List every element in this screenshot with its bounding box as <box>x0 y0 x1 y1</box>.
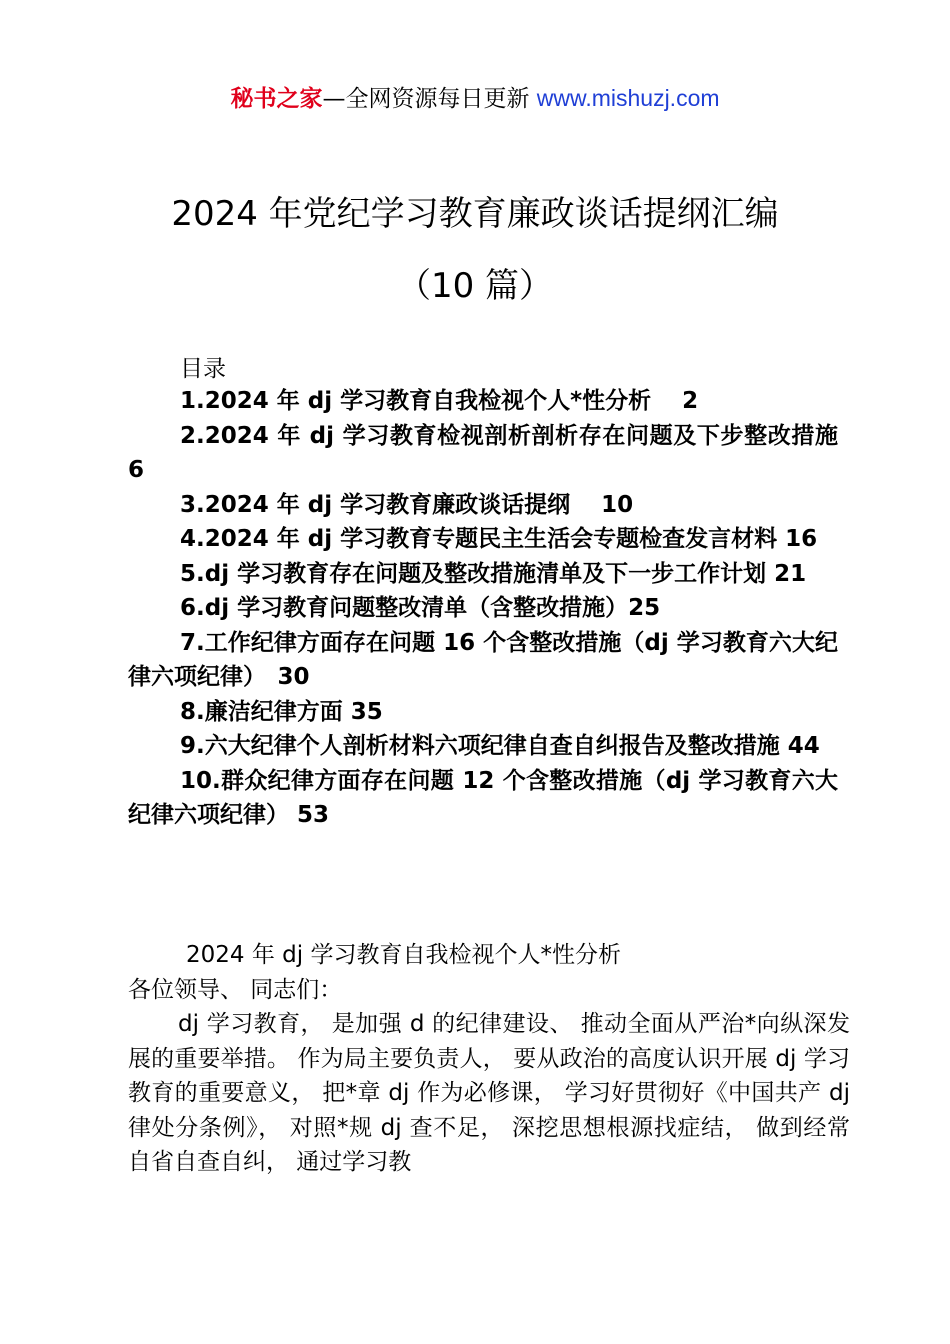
toc-item[interactable]: 1.2024 年 dj 学习教育自我检视个人*性分析 2 <box>180 388 699 414</box>
table-of-contents <box>128 384 838 833</box>
document-body <box>128 938 850 1180</box>
banner-tagline: —全网资源每日更新 <box>322 86 537 112</box>
document-title: 2024 年党纪学习教育廉政谈话提纲汇编 <box>171 194 779 234</box>
greeting: 各位领导、 同志们： <box>128 976 343 1003</box>
site-url-link[interactable]: www.mishuzj.com <box>536 85 720 111</box>
toc-item[interactable]: 6.dj 学习教育问题整改清单（含整改措施）25 <box>180 595 661 621</box>
site-banner <box>0 80 950 113</box>
toc-item[interactable]: 7.工作纪律方面存在问题 16 个含整改措施（dj 学习教育六大纪律六项纪律） 30 <box>128 629 838 690</box>
toc-item[interactable]: 5.dj 学习教育存在问题及整改措施清单及下一步工作计划 21 <box>180 560 807 587</box>
section-title: 2024 年 dj 学习教育自我检视个人*性分析 <box>186 942 621 968</box>
toc-item[interactable]: 2.2024 年 dj 学习教育检视剖析剖析存在问题及下步整改措施 6 <box>128 422 838 483</box>
toc-item[interactable]: 10.群众纪律方面存在问题 12 个含整改措施（dj 学习教育六大纪律六项纪律） 53 <box>128 767 838 828</box>
toc-item[interactable]: 9.六大纪律个人剖析材料六项纪律自查自纠报告及整改措施 44 <box>180 733 820 759</box>
body-paragraph: dj 学习教育， 是加强 d 的纪律建设、 推动全面从严治*向纵深发展的重要举措。 作为局主要负责人， 要从政治的高度认识开展 dj 学习教育的重要意义， 把*章 dj 作为必修课， 学习好贯彻好《中国共产 dj 律处分条例》， 对照*规 dj 查不足， 深挖思想根源找症结， 做到经常自省自查自纠， 通过学习教 <box>128 1011 850 1175</box>
document-subtitle-count: （10 篇） <box>396 266 554 306</box>
toc-item[interactable]: 4.2024 年 dj 学习教育专题民主生活会专题检查发言材料 16 <box>180 526 818 552</box>
toc-item[interactable]: 8.廉洁纪律方面 35 <box>180 698 383 725</box>
toc-heading: 目录 <box>180 356 226 382</box>
toc-item[interactable]: 3.2024 年 dj 学习教育廉政谈话提纲 10 <box>180 491 634 518</box>
brand-name: 秘书之家 <box>230 86 323 112</box>
